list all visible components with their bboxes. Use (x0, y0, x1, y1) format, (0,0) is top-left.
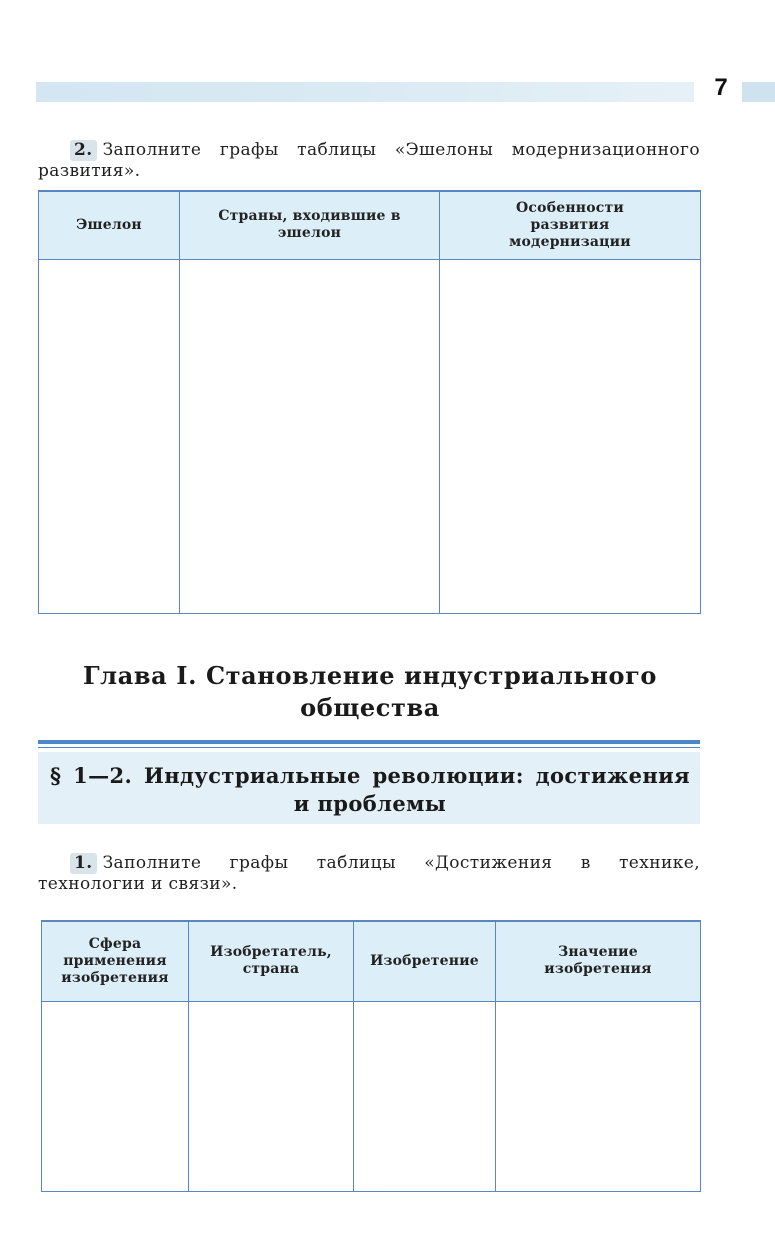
inventions-header-inventor: Изобретатель, страна (189, 921, 354, 1001)
task-1-text: Заполните графы таблицы «Достижения в технике, технологии и связи». (38, 853, 700, 894)
task-1-number: 1. (70, 853, 97, 874)
task-1-instruction (38, 853, 700, 895)
echelons-header-echelon: Эшелон (39, 191, 180, 259)
inventions-header-invention: Изобретение (354, 921, 496, 1001)
header-band-edge (742, 82, 775, 102)
inventions-answer-cell-sphere[interactable] (42, 1001, 189, 1192)
echelons-table-header-row (39, 191, 701, 259)
inventions-answer-cell-inventor[interactable] (189, 1001, 354, 1192)
chapter-title: Глава I. Становление индустриального общества (83, 661, 657, 722)
inventions-table (41, 920, 701, 1192)
task-2-instruction (38, 140, 700, 182)
page-number: 7 (714, 74, 728, 101)
section-divider-thin (38, 747, 700, 748)
echelons-header-features: Особенности развития модернизации (440, 191, 701, 259)
inventions-table-header-row (42, 921, 701, 1001)
inventions-header-sphere: Сфера применения изобретения (42, 921, 189, 1001)
echelons-table (38, 190, 701, 614)
section-divider-thick (38, 740, 700, 744)
inventions-header-significance: Значение изобретения (496, 921, 701, 1001)
inventions-table-answer-row (42, 1001, 701, 1192)
inventions-answer-cell-significance[interactable] (496, 1001, 701, 1192)
echelons-header-countries: Страны, входившие в эшелон (180, 191, 440, 259)
echelons-answer-cell-countries[interactable] (180, 259, 440, 614)
echelons-answer-cell-features[interactable] (440, 259, 701, 614)
echelons-answer-cell-echelon[interactable] (39, 259, 180, 614)
section-title: § 1—2. Индустриальные революции: достижения и проблемы (50, 763, 690, 816)
header-band (36, 82, 694, 102)
echelons-table-answer-row (39, 259, 701, 614)
inventions-answer-cell-invention[interactable] (354, 1001, 496, 1192)
task-2-number: 2. (70, 140, 97, 161)
task-2-text: Заполните графы таблицы «Эшелоны модернизационного развития». (38, 140, 700, 181)
